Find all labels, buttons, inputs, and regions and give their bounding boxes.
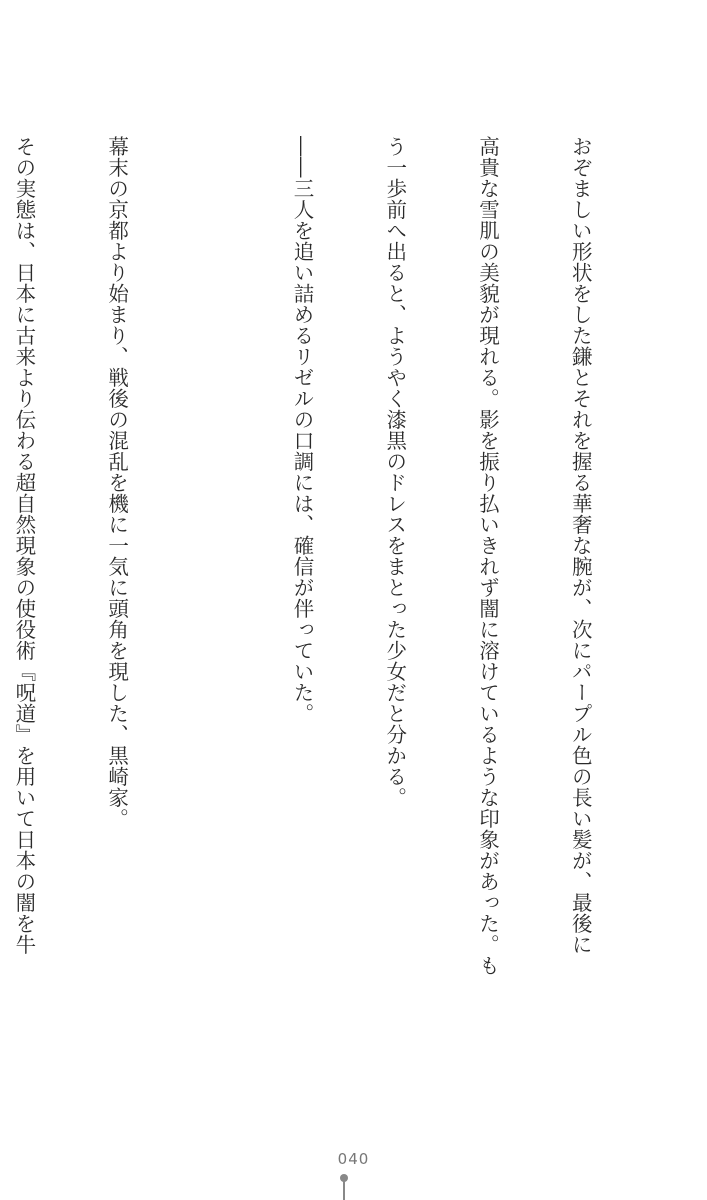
page-marker-line — [343, 1181, 345, 1200]
text-line: ――三人を追い詰めるリゼルの口調には、確信が伴っていた。 — [290, 136, 315, 724]
page-number: 040 — [337, 1150, 370, 1168]
text-line: う一歩前へ出ると、ようやく漆黒のドレスをまとった少女だと分かる。 — [382, 136, 407, 808]
text-line: おぞましい形状をした鎌とそれを握る華奢な腕が、次にパープル色の長い髪が、最後に — [568, 136, 593, 955]
paragraph-gap — [193, 136, 224, 996]
text-line: その実態は、日本に古来より伝わる超自然現象の使役術『呪道』を用いて日本の闇を牛 — [11, 136, 36, 955]
text-line: 高貴な雪肌の美貌が現れる。影を振り払いきれず闇に溶けているような印象があった。も — [475, 136, 500, 976]
text-line: 幕末の京都より始まり、戦後の混乱を機に一気に頭角を現した、黒崎家。 — [104, 136, 129, 829]
body-text — [0, 136, 657, 996]
